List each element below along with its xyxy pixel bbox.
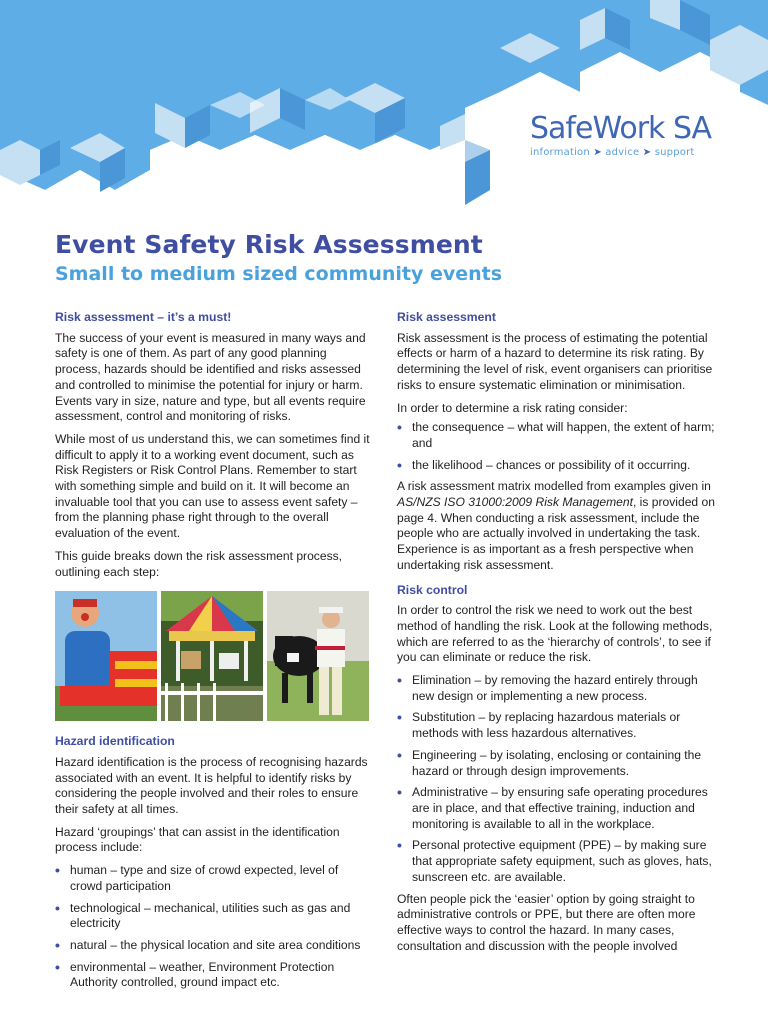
risk-rating-list: [397, 420, 715, 473]
paragraph: Hazard identification is the process of recognising hazards associated with an event. It is helpful to identify risks by considering the people involved and their roles to ensure their safety at all times.: [55, 754, 368, 817]
section-heading-hazard: Hazard identification: [55, 734, 175, 749]
brand-name: SafeWork SA: [530, 111, 712, 146]
section-heading-risk-control: Risk control: [397, 582, 468, 597]
page-subtitle: Small to medium sized community events: [55, 263, 503, 285]
section-heading-must: Risk assessment – it’s a must!: [55, 310, 232, 324]
paragraph: In order to determine a risk rating consider:: [397, 400, 628, 415]
list-item: • environmental – weather, Environment Protection Authority controlled, ground impact etc.: [55, 960, 373, 991]
list-item: • Engineering – by isolating, enclosing or containing the hazard or through design improvements.: [397, 748, 715, 779]
photo-cattle-show: [267, 591, 369, 721]
tagline-support: support: [654, 147, 695, 158]
right-column: [397, 310, 715, 961]
brand-logo: [530, 112, 730, 158]
left-column: [55, 310, 373, 997]
brand-tagline: [530, 147, 730, 158]
page-title: Event Safety Risk Assessment: [55, 230, 483, 259]
photo-carousel: [161, 591, 263, 721]
paragraph: In order to control the risk we need to work out the best method of handling the risk. Look at the following methods, which are referred to as the ‘hierarchy of controls’, to see if you can eliminate or reduce the risk.: [397, 603, 713, 665]
paragraph: Hazard ‘groupings’ that can assist in the identification process include:: [55, 824, 340, 855]
photo-bouncy-castle: [55, 591, 157, 721]
list-item: • the likelihood – chances or possibility of it occurring.: [397, 458, 715, 474]
list-item: • the consequence – what will happen, the extent of harm; and: [397, 420, 715, 451]
photo-strip: [55, 591, 373, 721]
list-item: • technological – mechanical, utilities such as gas and electricity: [55, 901, 373, 932]
paragraph: Often people pick the ‘easier’ option by going straight to administrative controls or PPE, but there are often more effective ways to control the hazard. In many cases, consultation and discussion with the people involved: [397, 891, 696, 953]
list-item: • Administrative – by ensuring safe operating procedures are in place, and that effective training, induction and monitoring is available to all in the workplace.: [397, 785, 715, 832]
list-item: • human – type and size of crowd expected, level of crowd participation: [55, 863, 373, 894]
paragraph: While most of us understand this, we can sometimes find it difficult to apply it to a working event document, such as Risk Registers or Risk Control Plans. Remember to start with something simple and build on it. It will become an invaluable tool that you can use to assess event safety – from the planning phase right through to the overall evaluation of the event.: [55, 431, 370, 541]
tagline-arrow-icon: ➤: [593, 147, 602, 158]
section-heading-risk-assessment: Risk assessment: [397, 310, 496, 324]
hierarchy-of-controls-list: [397, 673, 715, 885]
paragraph: Risk assessment is the process of estimating the potential effects or harm of a hazard to determine its risk rating. By determining the level of risk, event organisers can prioritise risks to ensure systematic elimination or minimisation.: [397, 330, 713, 392]
paragraph: The success of your event is measured in many ways and safety is one of them. As part of any good planning process, hazards should be identified and risks assessed and controlled to minimise the potential for injury or harm. Events vary in size, nature and type, but all events require assessment, control and monitoring of risks.: [55, 330, 366, 424]
paragraph: This guide breaks down the risk assessment process, outlining each step:: [55, 548, 343, 579]
list-item: • Elimination – by removing the hazard entirely through new design or implementing a new process.: [397, 673, 715, 704]
paragraph-matrix: A risk assessment matrix modelled from examples given in AS/NZS ISO 31000:2009 Risk Management, is provided on page 4. When conducting a risk assessment, include the people who are actually involved in undertaking the task. Experience is as important as a fresh perspective when undertaking risk assessment.: [397, 479, 715, 572]
header-banner: [0, 0, 768, 210]
tagline-advice: advice: [605, 147, 640, 158]
list-item: • natural – the physical location and site area conditions: [55, 938, 373, 954]
list-item: • Personal protective equipment (PPE) – by making sure that appropriate safety equipment, such as gloves, hats, sunscreen etc. are available.: [397, 838, 715, 885]
standard-reference: AS/NZS ISO 31000:2009 Risk Management: [397, 495, 633, 510]
tagline-information: information: [530, 147, 590, 158]
tagline-arrow-icon: ➤: [642, 147, 652, 158]
list-item: • Substitution – by replacing hazardous materials or methods with less hazardous alternatives.: [397, 710, 715, 741]
hazard-groupings-list: [55, 863, 373, 991]
